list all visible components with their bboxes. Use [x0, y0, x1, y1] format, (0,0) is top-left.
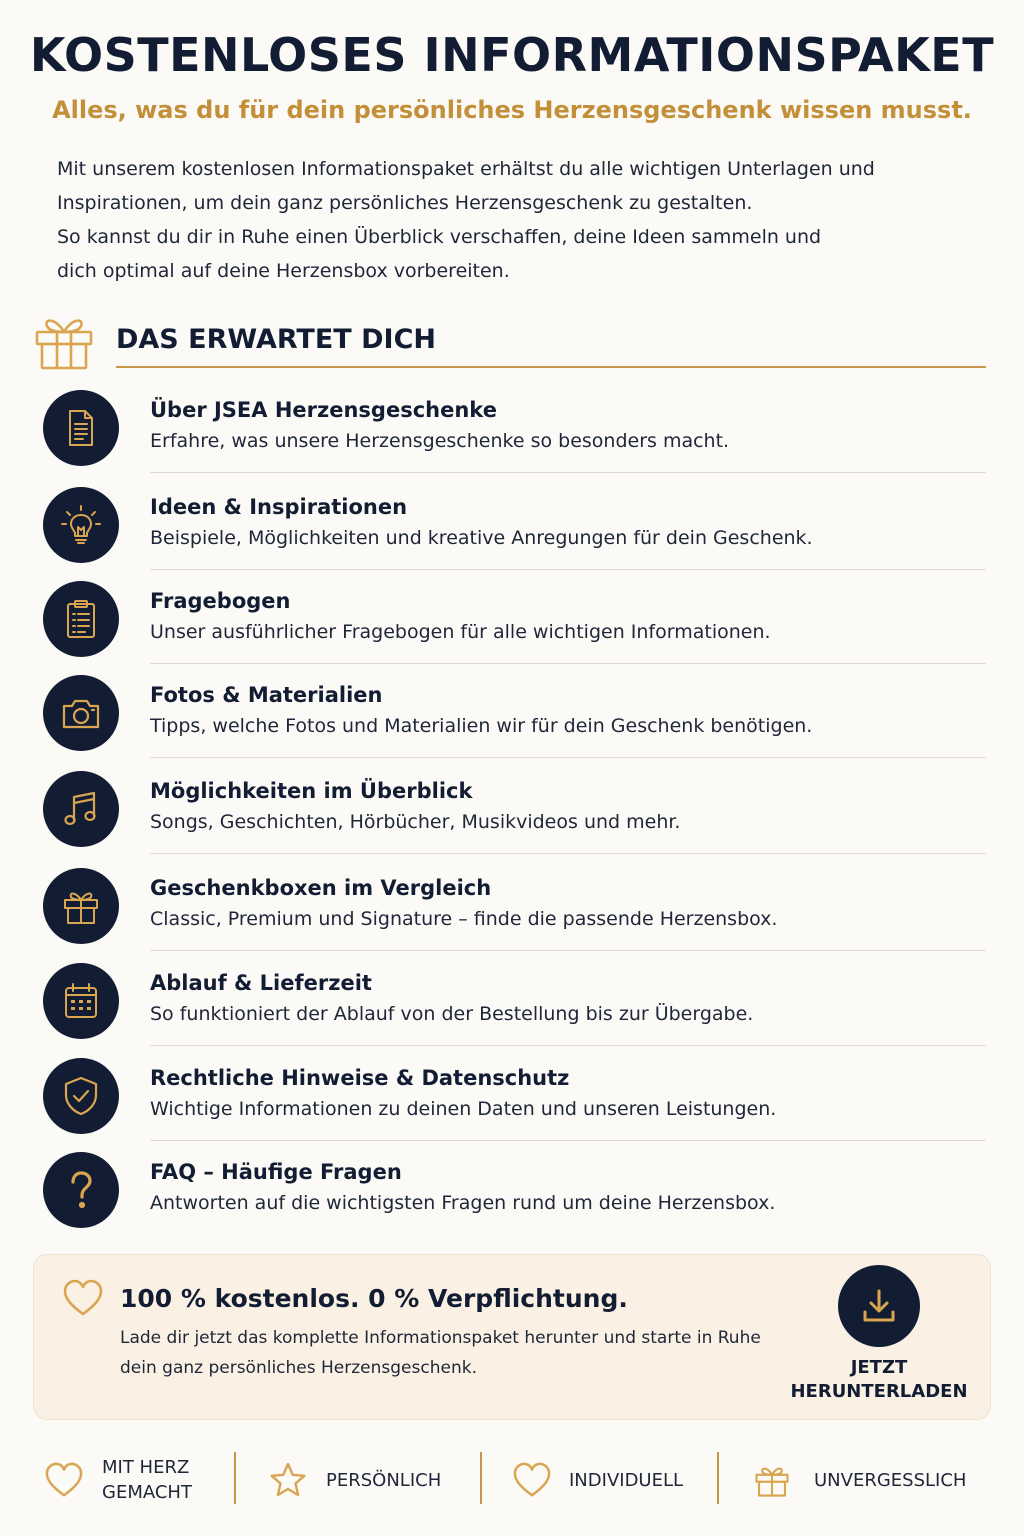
footer-feature-personal	[268, 1452, 441, 1508]
item-description: So funktioniert der Ablauf von der Bestellung bis zur Übergabe.	[150, 1003, 754, 1025]
page-subtitle: Alles, was du für dein persönliches Herzensgeschenk wissen musst.	[52, 96, 972, 124]
list-item	[0, 390, 1024, 485]
item-title: Möglichkeiten im Überblick	[150, 779, 473, 803]
gift-icon	[752, 1461, 792, 1499]
item-title: Ablauf & Lieferzeit	[150, 971, 372, 995]
cta-title: 100 % kostenlos. 0 % Verpflichtung.	[120, 1284, 628, 1313]
camera-icon	[43, 675, 119, 751]
footer-divider	[717, 1452, 719, 1504]
intro-line: So kannst du dir in Ruhe einen Überblick verschaffen, deine Ideen sammeln und	[57, 226, 822, 248]
intro-line: Mit unserem kostenlosen Informationspaket erhältst du alle wichtigen Unterlagen und	[57, 158, 875, 180]
item-description: Erfahre, was unsere Herzensgeschenke so besonders macht.	[150, 430, 730, 452]
item-divider	[150, 1045, 986, 1046]
footer-label: PERSÖNLICH	[326, 1469, 442, 1491]
item-divider	[150, 569, 986, 570]
star-icon	[268, 1461, 308, 1499]
heart-icon	[512, 1461, 552, 1499]
gift-icon	[43, 868, 119, 944]
list-item	[0, 963, 1024, 1058]
shield-check-icon	[43, 1058, 119, 1134]
cta-text	[120, 1323, 800, 1383]
footer-label: MIT HERZ	[102, 1457, 190, 1478]
list-item	[0, 487, 1024, 582]
section-title: DAS ERWARTET DICH	[116, 324, 436, 355]
list-item	[0, 1152, 1024, 1247]
music-note-icon	[43, 771, 119, 847]
list-item	[0, 1058, 1024, 1153]
download-label[interactable]	[780, 1356, 978, 1404]
item-title: Fragebogen	[150, 589, 291, 613]
item-divider	[150, 663, 986, 664]
footer-feature-handmade	[44, 1452, 192, 1508]
cta-text-line: dein ganz persönliches Herzensgeschenk.	[120, 1358, 477, 1378]
footer-divider	[480, 1452, 482, 1504]
item-title: FAQ – Häufige Fragen	[150, 1160, 402, 1184]
footer-feature-unforgettable	[752, 1452, 966, 1508]
item-title: Geschenkboxen im Vergleich	[150, 876, 492, 900]
download-label-line[interactable]: JETZT	[850, 1357, 908, 1378]
intro-line: dich optimal auf deine Herzensbox vorbereiten.	[57, 260, 510, 282]
item-divider	[150, 1140, 986, 1141]
page-title: KOSTENLOSES INFORMATIONSPAKET	[29, 28, 995, 82]
item-divider	[150, 757, 986, 758]
download-button[interactable]	[838, 1265, 920, 1347]
item-description: Tipps, welche Fotos und Materialien wir für dein Geschenk benötigen.	[150, 715, 813, 737]
list-item	[0, 675, 1024, 770]
heart-icon	[44, 1461, 84, 1499]
item-description: Classic, Premium und Signature – finde die passende Herzensbox.	[150, 908, 778, 930]
footer-label: GEMACHT	[102, 1482, 192, 1503]
footer-label: UNVERGESSLICH	[814, 1469, 967, 1491]
question-mark-icon	[43, 1152, 119, 1228]
item-description: Wichtige Informationen zu deinen Daten und unseren Leistungen.	[150, 1098, 777, 1120]
cta-text-line: Lade dir jetzt das komplette Informationspaket herunter und starte in Ruhe	[120, 1328, 761, 1348]
item-divider	[150, 950, 986, 951]
list-item	[0, 868, 1024, 963]
list-item	[0, 581, 1024, 676]
footer-divider	[234, 1452, 236, 1504]
item-title: Über JSEA Herzensgeschenke	[150, 398, 497, 422]
calendar-icon	[43, 963, 119, 1039]
item-description: Beispiele, Möglichkeiten und kreative Anregungen für dein Geschenk.	[150, 527, 813, 549]
section-divider	[116, 366, 986, 368]
item-title: Rechtliche Hinweise & Datenschutz	[150, 1066, 570, 1090]
download-icon	[859, 1286, 899, 1326]
item-divider	[150, 472, 986, 473]
intro-line: Inspirationen, um dein ganz persönliches Herzensgeschenk zu gestalten.	[57, 192, 753, 214]
download-label-line[interactable]: HERUNTERLADEN	[790, 1381, 968, 1402]
document-icon	[43, 390, 119, 466]
clipboard-icon	[43, 581, 119, 657]
list-item	[0, 771, 1024, 866]
item-title: Ideen & Inspirationen	[150, 495, 408, 519]
item-description: Unser ausführlicher Fragebogen für alle wichtigen Informationen.	[150, 621, 771, 643]
intro-text	[57, 152, 987, 288]
lightbulb-icon	[43, 487, 119, 563]
footer-feature-individual	[512, 1452, 683, 1508]
item-description: Antworten auf die wichtigsten Fragen rund um deine Herzensbox.	[150, 1192, 776, 1214]
item-title: Fotos & Materialien	[150, 683, 383, 707]
item-description: Songs, Geschichten, Hörbücher, Musikvideos und mehr.	[150, 811, 681, 833]
gift-icon	[34, 312, 94, 370]
item-divider	[150, 853, 986, 854]
heart-icon	[62, 1278, 104, 1318]
footer-label: INDIVIDUELL	[569, 1469, 684, 1491]
